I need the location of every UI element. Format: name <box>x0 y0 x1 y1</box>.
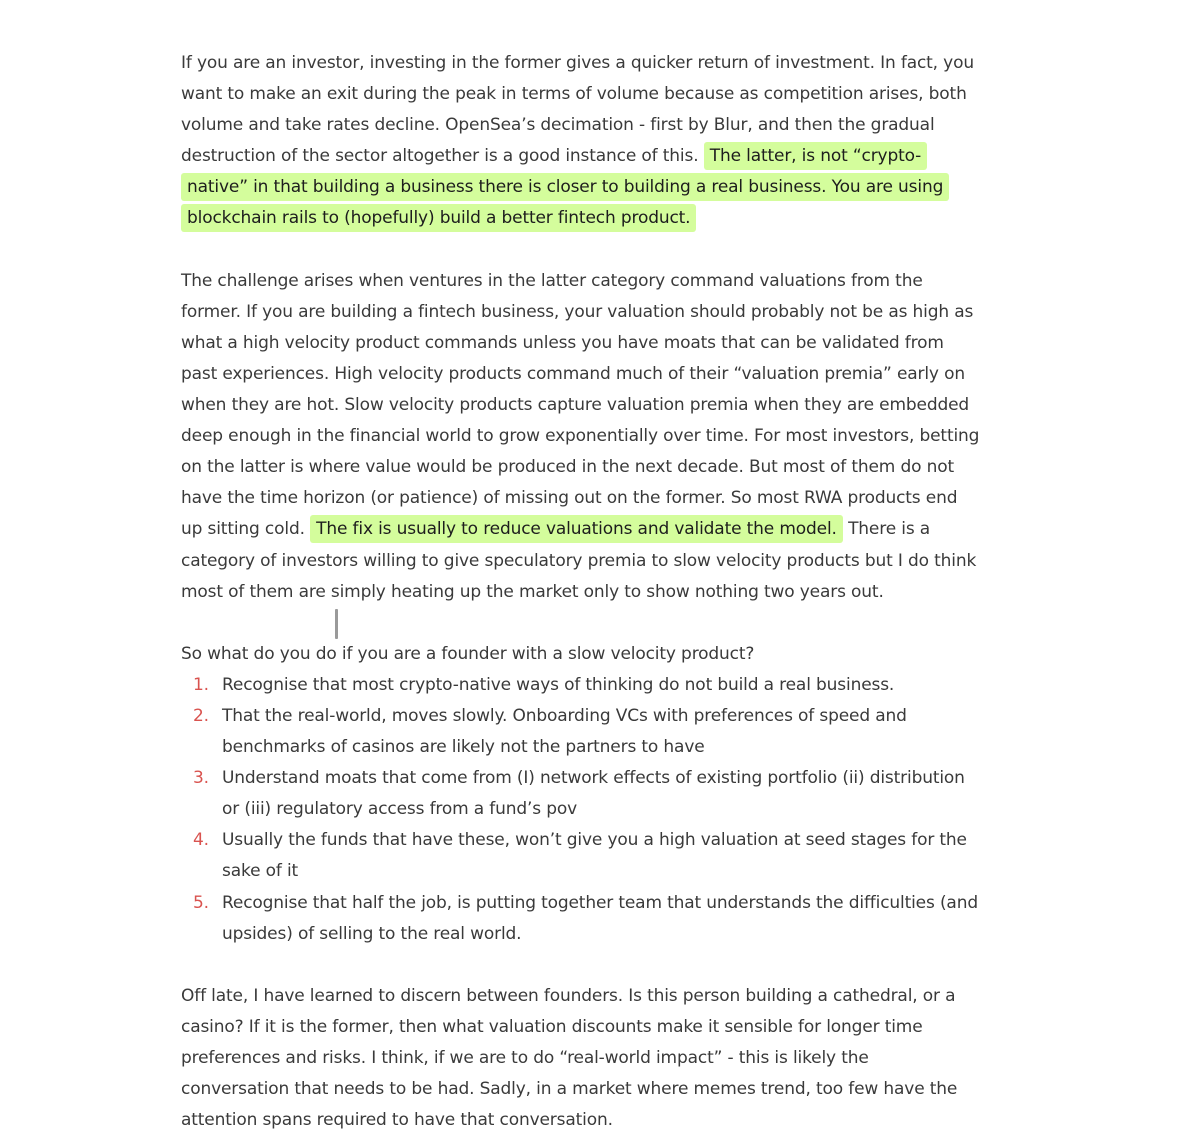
list-item <box>181 825 981 887</box>
list-item-number: 1. <box>193 674 209 695</box>
paragraph-spacer <box>181 608 981 639</box>
paragraph-text: There is a category of investors willing to give speculatory premia to slow velocity products but I do think most of them are simply heating up the market only to show nothing two years out. <box>181 519 977 602</box>
list-item <box>181 888 981 950</box>
paragraph-closing: Off late, I have learned to discern between founders. Is this person building a cathedral, or a casino? If it is the former, then what valuation discounts make it sensible for longer time preferences and risks. I think, if we are to do “real-world impact” - this is likely the conversation that needs to be had. Sadly, in a market where memes trend, too few have the attention spans required to have that conversation. <box>181 985 958 1131</box>
list-item-number: 2. <box>193 705 209 726</box>
list-item <box>181 670 981 701</box>
paragraph-spacer <box>181 950 981 981</box>
text-cursor <box>335 609 338 639</box>
article-body <box>181 48 981 1136</box>
list-item-text: Usually the funds that have these, won’t give you a high valuation at seed stages for the sake of it <box>222 830 967 882</box>
list-intro: So what do you do if you are a founder with a slow velocity product? <box>181 643 755 664</box>
paragraph-spacer <box>181 235 981 266</box>
highlighted-text[interactable]: The latter, is not “crypto-native” in that building a business there is closer to building a real business. You are using blockchain rails to (hopefully) build a better fintech product. <box>181 142 949 232</box>
paragraph-text: If you are an investor, investing in the former gives a quicker return of investment. In fact, you want to make an exit during the peak in terms of volume because as competition arises, both volume and take rates decline. OpenSea’s decimation - first by Blur, and then the gradual destruction of the sector altogether is a good instance of this. <box>181 53 974 167</box>
list-item-text: Recognise that half the job, is putting together team that understands the difficulties (and upsides) of selling to the real world. <box>222 892 978 944</box>
list-item-number: 4. <box>193 830 209 851</box>
highlighted-text[interactable]: The fix is usually to reduce valuations and validate the model. <box>310 515 843 543</box>
paragraph-text: The challenge arises when ventures in the latter category command valuations from the former. If you are building a fintech business, your valuation should probably not be as high as what a high velocity product commands unless you have moats that can be validated from past experiences. High velocity products command much of their “valuation premia” early on when they are hot. Slow velocity products capture valuation premia when they are embedded deep enough in the financial world to grow exponentially over time. For most investors, betting on the latter is where value would be produced in the next decade. But most of them do not have the time horizon (or patience) of missing out on the former. So most RWA products end up sitting cold. <box>181 270 980 540</box>
list-item <box>181 763 981 825</box>
list-item-number: 3. <box>193 768 209 789</box>
paragraph-investor-returns <box>181 48 981 235</box>
list-item-text: Recognise that most crypto-native ways of thinking do not build a real business. <box>222 674 895 695</box>
list-item-number: 5. <box>193 892 209 913</box>
list-item-text: That the real-world, moves slowly. Onboarding VCs with preferences of speed and benchmarks of casinos are likely not the partners to have <box>222 705 907 758</box>
founder-steps-list <box>181 670 981 950</box>
list-item <box>181 701 981 763</box>
list-item-text: Understand moats that come from (I) network effects of existing portfolio (ii) distribution or (iii) regulatory access from a fund’s pov <box>222 768 965 820</box>
paragraph-valuation-challenge <box>181 266 981 608</box>
